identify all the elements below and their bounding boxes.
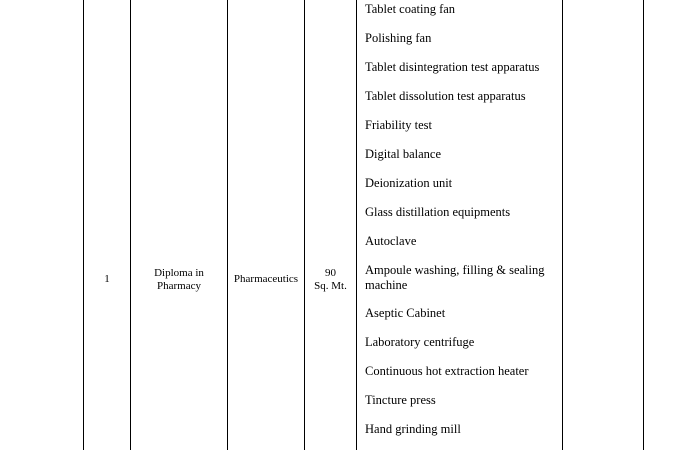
- serial-number-cell: [84, 273, 130, 286]
- area-value-line1: 90: [325, 267, 336, 279]
- equipment-item: Laboratory centrifuge: [365, 335, 475, 349]
- equipment-item: Digital balance: [365, 147, 442, 161]
- column-divider-3: [304, 0, 305, 450]
- course-name-line2: Pharmacy: [157, 280, 201, 292]
- table-border-right: [643, 0, 644, 450]
- equipment-item: Ampoule washing, filling & sealing machine: [365, 263, 545, 292]
- equipment-item: Tincture press: [365, 393, 436, 407]
- equipment-item: Hand grinding mill: [365, 422, 461, 436]
- column-divider-1: [130, 0, 131, 450]
- serial-number: 1: [104, 273, 110, 285]
- subject-cell: [228, 273, 304, 286]
- equipment-item: Friability test: [365, 118, 433, 132]
- equipment-item: Autoclave: [365, 234, 417, 248]
- course-cell: [131, 267, 227, 293]
- course-name-line1: Diploma in: [154, 267, 204, 279]
- table-border-left: [83, 0, 84, 450]
- equipment-item: Glass distillation equipments: [365, 205, 511, 219]
- equipment-item: Tablet disintegration test apparatus: [365, 60, 540, 74]
- area-value-line2: Sq. Mt.: [314, 280, 347, 292]
- area-cell: [305, 267, 356, 293]
- equipment-item: Polishing fan: [365, 31, 432, 45]
- equipment-item: Aseptic Cabinet: [365, 306, 446, 320]
- equipment-item: Tablet dissolution test apparatus: [365, 89, 526, 103]
- equipment-item: Deionization unit: [365, 176, 453, 190]
- equipment-item: Tablet coating fan: [365, 2, 456, 16]
- column-divider-4: [356, 0, 357, 450]
- equipment-item: Continuous hot extraction heater: [365, 364, 529, 378]
- column-divider-2: [227, 0, 228, 450]
- subject-name: Pharmaceutics: [233, 273, 299, 285]
